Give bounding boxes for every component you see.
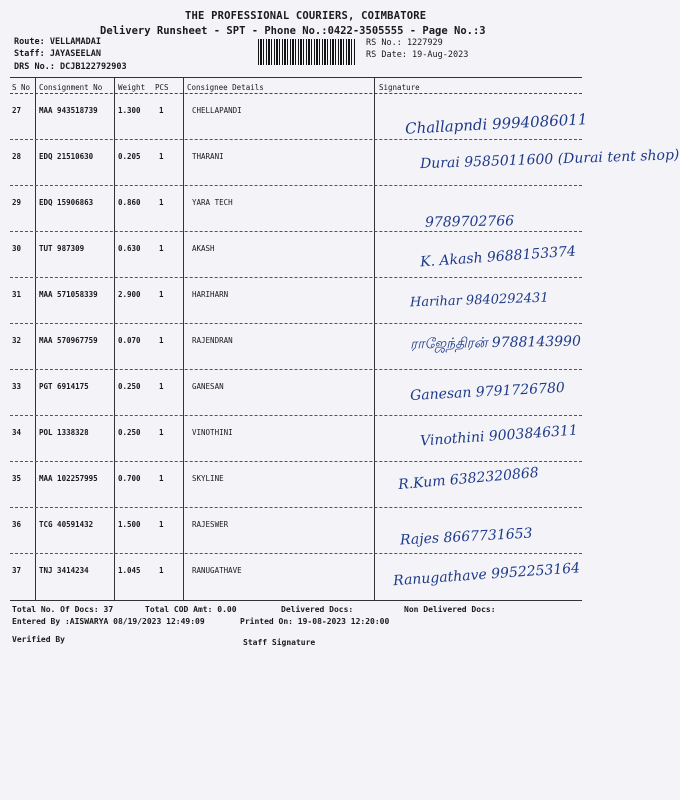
row-pcs: 1 — [159, 336, 164, 345]
row-sno: 28 — [12, 152, 22, 161]
barcode — [258, 39, 356, 65]
row-consignment: MAA 570967759 — [39, 336, 98, 345]
row-separator — [10, 277, 582, 278]
row-sno: 35 — [12, 474, 22, 483]
handwritten-signature: K. Akash 9688153374 — [419, 243, 577, 271]
row-consignment: PGT 6914175 — [39, 382, 89, 391]
row-consignee: GANESAN — [192, 382, 224, 391]
row-consignment: TUT 987309 — [39, 244, 85, 253]
row-weight: 0.250 — [118, 382, 141, 391]
non-delivered-docs: Non Delivered Docs: — [404, 605, 496, 614]
verified-by: Verified By — [12, 635, 65, 644]
row-consignment: EDQ 15906863 — [39, 198, 94, 207]
row-pcs: 1 — [159, 152, 164, 161]
row-consignee: RAJENDRAN — [192, 336, 233, 345]
row-weight: 0.860 — [118, 198, 141, 207]
column-divider — [114, 77, 115, 600]
row-sno: 31 — [12, 290, 22, 299]
rs-date: RS Date: 19-Aug-2023 — [366, 50, 469, 60]
total-cod: Total COD Amt: 0.00 — [145, 605, 237, 614]
col-header-weight: Weight — [118, 83, 146, 92]
staff-signature-label: Staff Signature — [243, 638, 316, 647]
delivered-docs: Delivered Docs: — [281, 605, 354, 614]
row-sno: 32 — [12, 336, 22, 345]
column-divider — [374, 77, 375, 600]
handwritten-signature: ராஜேந்திரன் 9788143990 — [409, 333, 582, 353]
route-label: Route: VELLAMADAI — [14, 37, 101, 47]
company-title: THE PROFESSIONAL COURIERS, COIMBATORE — [185, 10, 427, 22]
row-consignment: MAA 943518739 — [39, 106, 98, 115]
row-pcs: 1 — [159, 520, 164, 529]
row-sno: 33 — [12, 382, 22, 391]
row-consignee: YARA TECH — [192, 198, 233, 207]
printed-on: Printed On: 19-08-2023 12:20:00 — [240, 617, 390, 626]
entered-by: Entered By :AISWARYA 08/19/2023 12:49:09 — [12, 617, 205, 626]
row-consignee: AKASH — [192, 244, 215, 253]
runsheet-subtitle: Delivery Runsheet - SPT - Phone No.:0422-3505555 - Page No.:3 — [100, 25, 486, 37]
row-sno: 29 — [12, 198, 22, 207]
table-top-border — [10, 77, 582, 78]
row-consignment: TNJ 3414234 — [39, 566, 89, 575]
row-pcs: 1 — [159, 290, 164, 299]
row-sno: 34 — [12, 428, 22, 437]
row-weight: 0.630 — [118, 244, 141, 253]
row-separator — [10, 461, 582, 462]
row-pcs: 1 — [159, 428, 164, 437]
staff-label: Staff: JAYASEELAN — [14, 49, 101, 59]
handwritten-signature: Durai 9585011600 (Durai tent shop) — [419, 147, 680, 173]
row-consignee: SKYLINE — [192, 474, 224, 483]
row-consignment: TCG 40591432 — [39, 520, 94, 529]
handwritten-signature: 9789702766 — [424, 213, 515, 231]
row-weight: 0.205 — [118, 152, 141, 161]
row-consignee: VINOTHINI — [192, 428, 233, 437]
row-consignee: HARIHARN — [192, 290, 229, 299]
row-pcs: 1 — [159, 198, 164, 207]
row-pcs: 1 — [159, 106, 164, 115]
row-pcs: 1 — [159, 566, 164, 575]
row-consignee: CHELLAPANDI — [192, 106, 242, 115]
row-sno: 37 — [12, 566, 22, 575]
handwritten-signature: Vinothini 9003846311 — [419, 422, 579, 450]
row-separator — [10, 323, 582, 324]
row-consignee: THARANI — [192, 152, 224, 161]
row-consignment: EDQ 21510630 — [39, 152, 94, 161]
row-separator — [10, 185, 582, 186]
row-sno: 30 — [12, 244, 22, 253]
column-divider — [183, 77, 184, 600]
handwritten-signature: Harihar 9840292431 — [409, 290, 549, 311]
row-consignment: POL 1338328 — [39, 428, 89, 437]
handwritten-signature: R.Kum 6382320868 — [397, 464, 540, 494]
row-separator — [10, 553, 582, 554]
column-divider — [35, 77, 36, 600]
handwritten-signature: Ganesan 9791726780 — [409, 379, 566, 405]
drs-label: DRS No.: DCJB122792903 — [14, 62, 127, 72]
row-separator — [10, 231, 582, 232]
row-pcs: 1 — [159, 244, 164, 253]
row-separator — [10, 415, 582, 416]
col-header-pcs: PCS — [155, 83, 169, 92]
table-header-separator — [10, 93, 582, 94]
row-sno: 27 — [12, 106, 22, 115]
row-consignee: RAJESWER — [192, 520, 229, 529]
col-header-consignment: Consignment No — [39, 83, 103, 92]
col-header-consignee: Consignee Details — [187, 83, 264, 92]
handwritten-signature: Rajes 8667731653 — [399, 525, 533, 549]
row-consignment: MAA 571058339 — [39, 290, 98, 299]
total-docs: Total No. Of Docs: 37 — [12, 605, 114, 614]
row-weight: 1.045 — [118, 566, 141, 575]
row-separator — [10, 507, 582, 508]
col-header-signature: Signature — [379, 83, 420, 92]
rs-number: RS No.: 1227929 — [366, 38, 443, 48]
row-consignment: MAA 102257995 — [39, 474, 98, 483]
row-separator — [10, 369, 582, 370]
row-weight: 0.250 — [118, 428, 141, 437]
row-sno: 36 — [12, 520, 22, 529]
row-separator — [10, 139, 582, 140]
row-weight: 0.700 — [118, 474, 141, 483]
row-weight: 1.500 — [118, 520, 141, 529]
handwritten-signature: Challapndi 9994086011 — [404, 110, 588, 138]
row-pcs: 1 — [159, 474, 164, 483]
table-bottom-border — [10, 600, 582, 601]
handwritten-signature: Ranugathave 9952253164 — [392, 560, 581, 590]
row-weight: 1.300 — [118, 106, 141, 115]
row-consignee: RANUGATHAVE — [192, 566, 242, 575]
row-pcs: 1 — [159, 382, 164, 391]
row-weight: 2.900 — [118, 290, 141, 299]
col-header-sno: S No — [12, 83, 31, 92]
row-weight: 0.070 — [118, 336, 141, 345]
